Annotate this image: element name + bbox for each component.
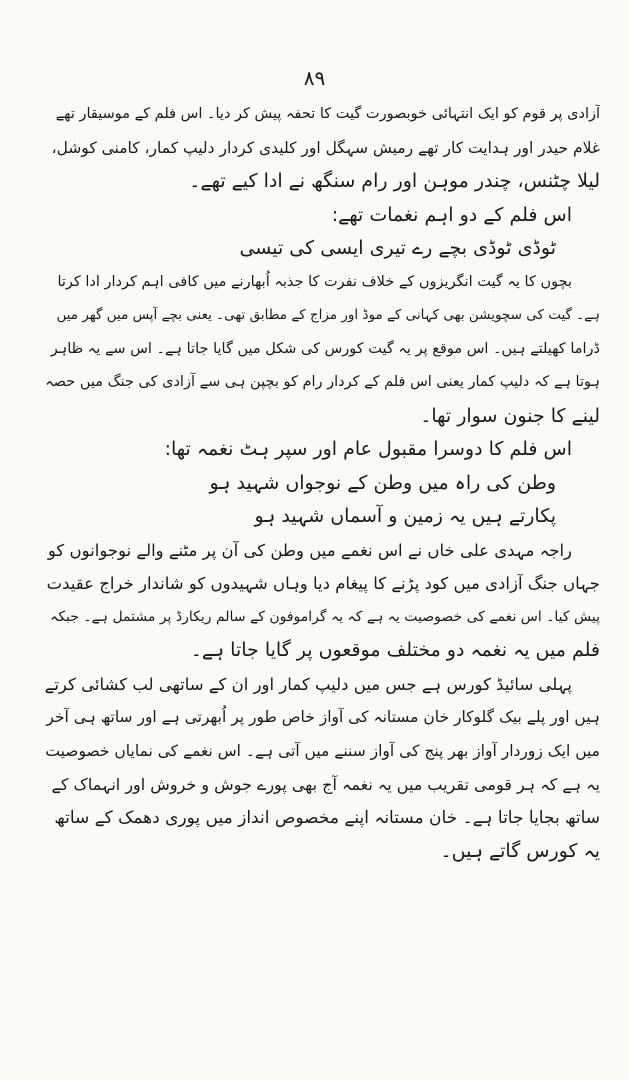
text-line: ہیں اور پلے بیک گلوکار خان مستانہ کی آواز خاص طور پر اُبھرتی ہے اور ساتھ ہی آخر bbox=[46, 708, 600, 726]
text-line: ڈراما کھیلتے ہیں۔ اس موقع پر یہ گیت کورس کی شکل میں گایا جاتا ہے۔ اس سے یہ ظاہر bbox=[50, 340, 600, 357]
text-line: اس فلم کا دوسرا مقبول عام اور سپر ہٹ نغمہ تھا: bbox=[164, 438, 572, 460]
text-line: ہے۔ گیت کی سچویشن بھی کہانی کے موڈ اور مزاج کے مطابق تھی۔ یعنی بچے آپس میں گھر میں bbox=[56, 307, 600, 323]
text-line: فلم میں یہ نغمہ دو مختلف موقعوں پر گایا جاتا ہے۔ bbox=[190, 639, 600, 661]
text-line: بچوں کا یہ گیت انگریزوں کے خلاف نفرت کا جذبہ اُبھارنے میں کافی اہم کردار ادا کرتا bbox=[57, 273, 572, 290]
text-line: لینے کا جنون سوار تھا۔ bbox=[420, 404, 600, 427]
text-line: آزادی پر قوم کو ایک انتہائی خوبصورت گیت کا تحفہ پیش کر دیا۔ اس فلم کے موسیقار تھے bbox=[55, 106, 600, 122]
text-line: میں ایک زوردار آواز بھر پنج کی آواز سننے میں آتی ہے۔ اس نغمے کی نمایاں خصوصیت bbox=[45, 741, 600, 760]
text-line: ساتھ بجایا جاتا ہے۔ خان مستانہ اپنے مخصوص انداز میں پوری دھمک کے ساتھ bbox=[54, 807, 600, 828]
text-line: اس فلم کے دو اہم نغمات تھے: bbox=[331, 203, 572, 226]
page-body-text bbox=[42, 98, 600, 869]
text-line: وطن کی راہ میں وطن کے نوجواں شہید ہو bbox=[209, 471, 556, 494]
text-line: پکارتے ہیں یہ زمین و آسماں شہید ہو bbox=[254, 505, 556, 527]
text-line: لیلا چٹنس، چندر موہن اور رام سنگھ نے ادا کیے تھے۔ bbox=[189, 170, 600, 192]
text-line: جہاں جنگ آزادی میں کود پڑنے کا پیغام دیا وہاں شہیدوں کو شاندار خراج عقیدت bbox=[46, 574, 600, 593]
text-line: ٹوڈی ٹوڈی بچے رے تیری ایسی کی تیسی bbox=[239, 237, 556, 259]
text-line: ہوتا ہے کہ دلیپ کمار یعنی اس فلم کے کردار رام کو بچپن ہی سے آزادی کی جنگ میں حصہ bbox=[45, 374, 600, 390]
text-line: غلام حیدر اور ہدایت کار تھے رمیش سہگل اور کلیدی کردار دلیپ کمار، کامنی کوشل، bbox=[51, 138, 600, 157]
text-line: پیش کیا۔ اس نغمے کی خصوصیت یہ ہے کہ یہ گراموفون کے سالم ریکارڈ پر مشتمل ہے۔ جبکہ bbox=[50, 608, 600, 625]
text-line: یہ کورس گاتے ہیں۔ bbox=[440, 840, 600, 862]
text-line: راجہ مہدی علی خاں نے اس نغمے میں وطن کی آن پر مٹنے والے نوجوانوں کو bbox=[47, 540, 572, 560]
text-line: یہ ہے کہ ہر قومی تقریب میں یہ نغمہ آج بھی پورے جوش و خروش اور انہماک کے bbox=[51, 775, 600, 794]
text-line: پہلی سائیڈ کورس ہے جس میں دلیپ کمار اور ان کے ساتھی لب کشائی کرتے bbox=[44, 674, 572, 694]
page-number: ٨٩ bbox=[303, 66, 326, 90]
